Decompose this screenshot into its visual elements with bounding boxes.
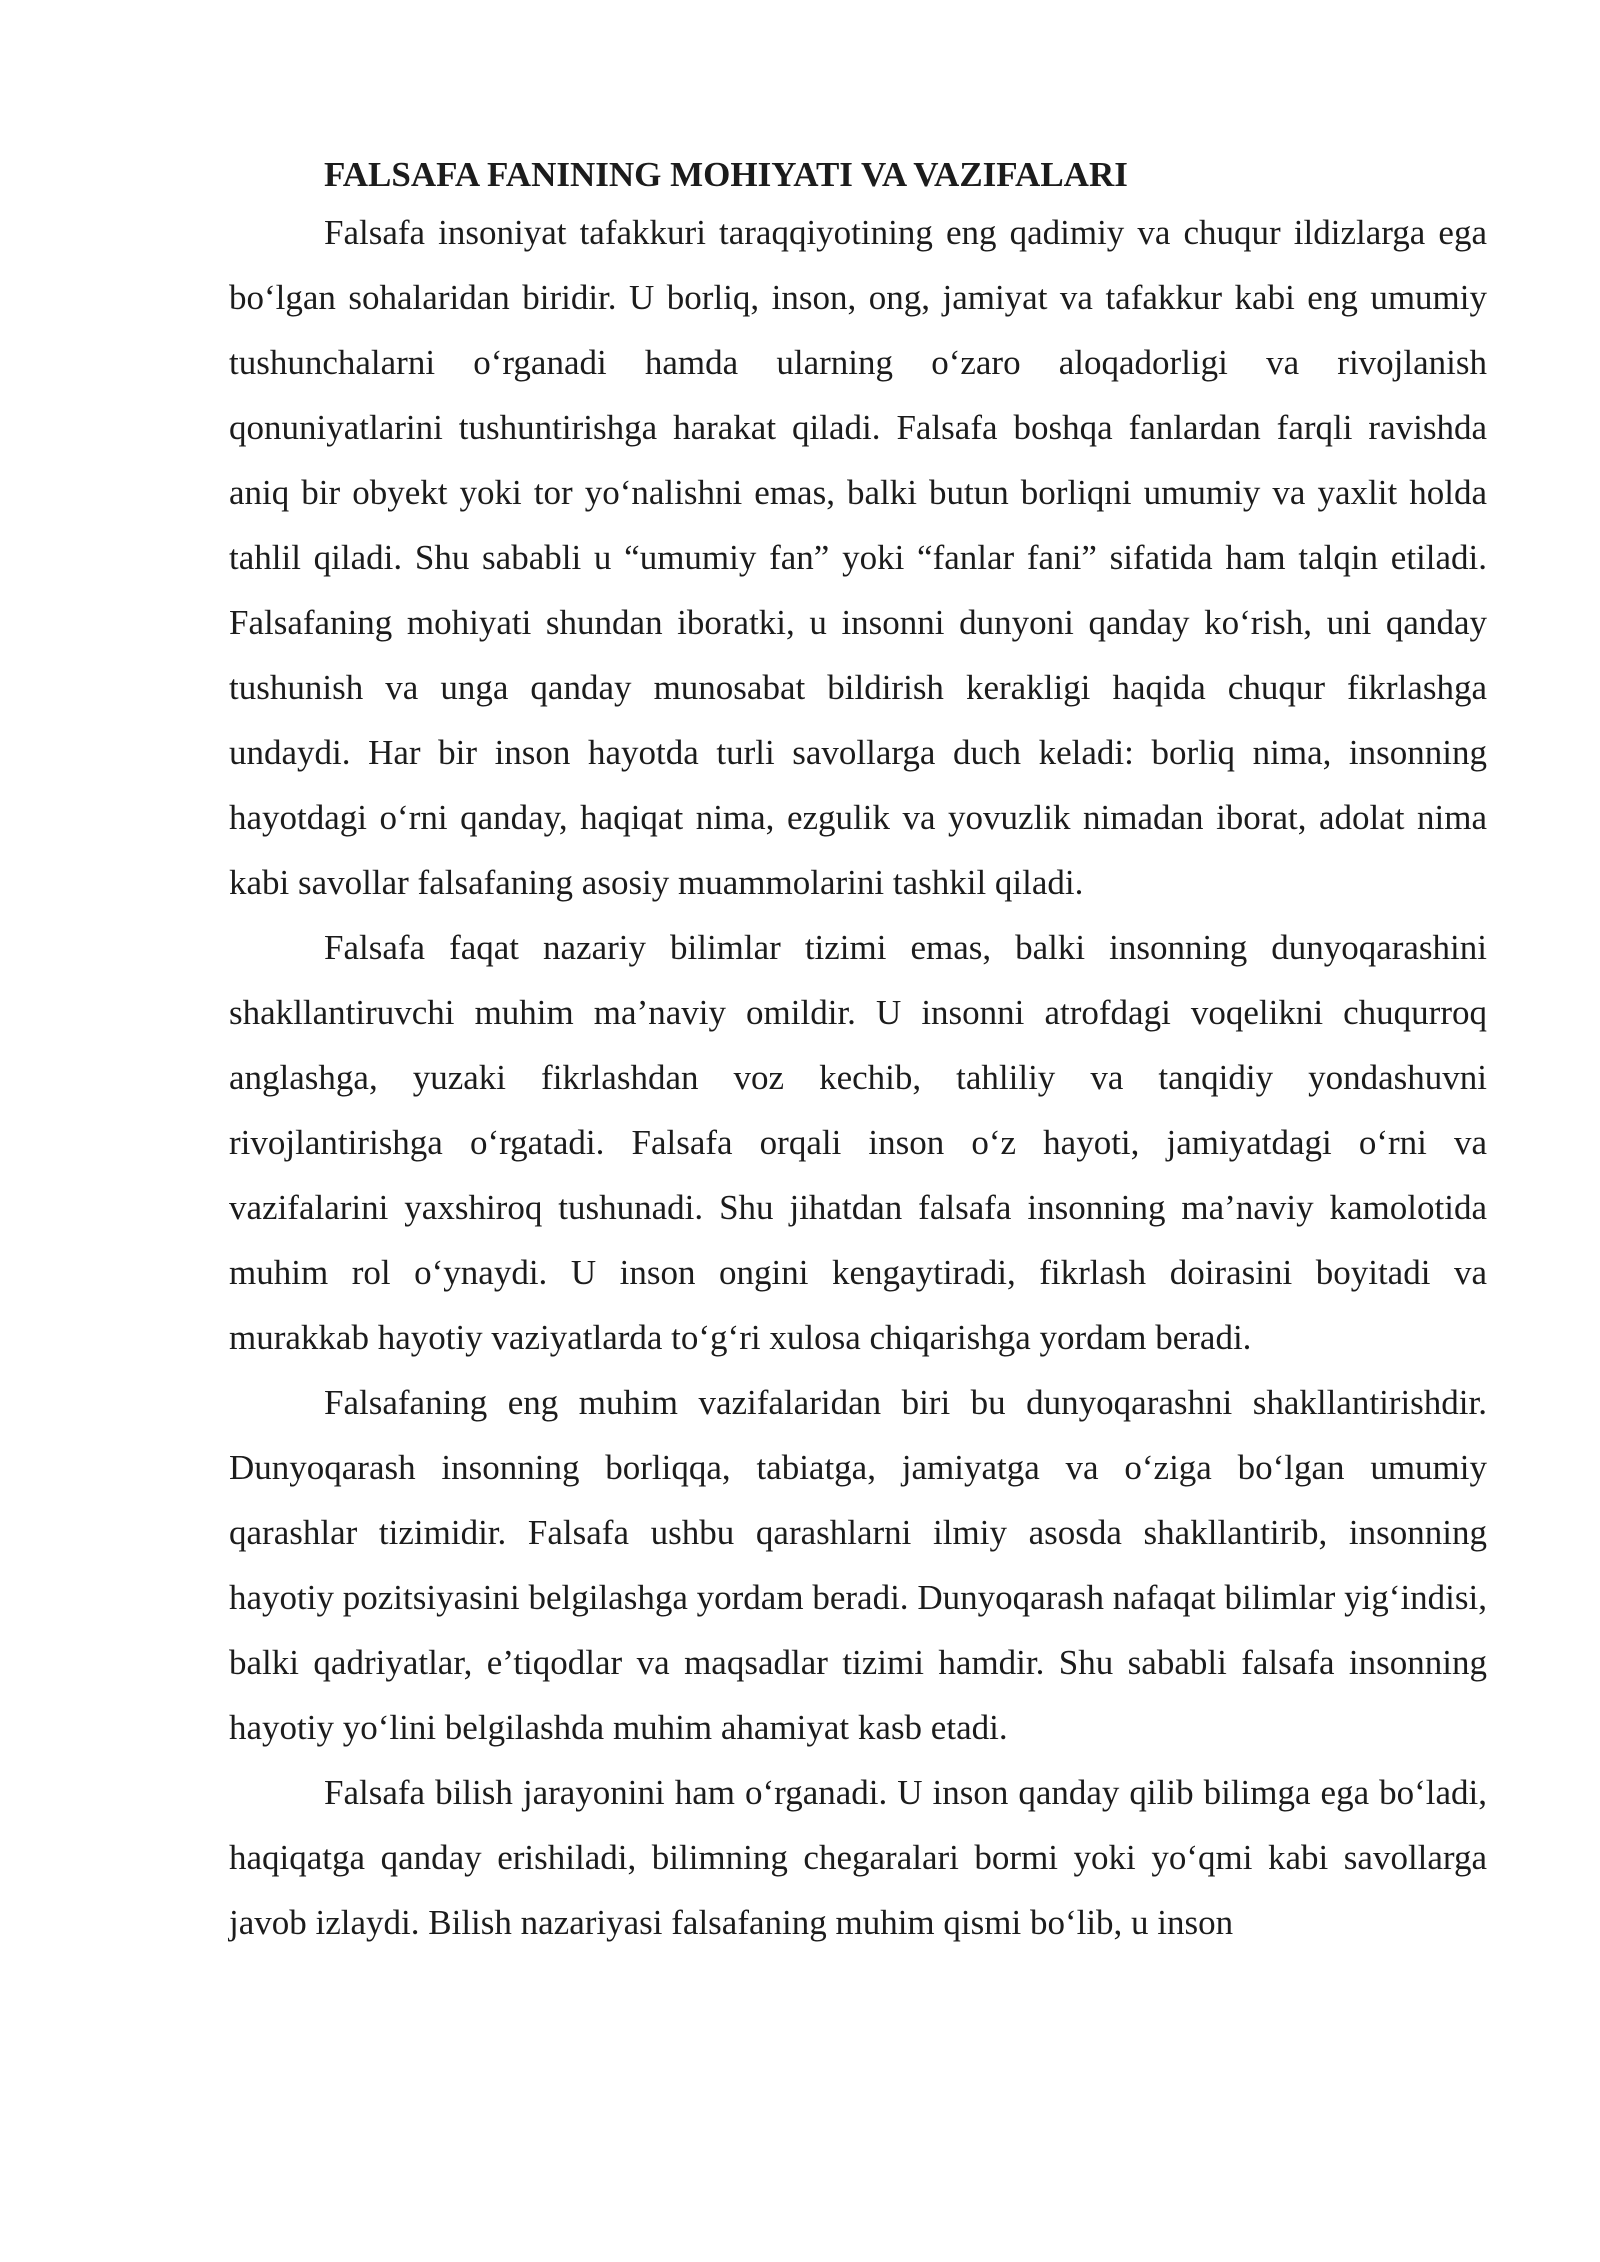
document-page (229, 150, 1487, 1955)
paragraph-1: Falsafa insoniyat tafakkuri taraqqiyotining eng qadimiy va chuqur ildizlarga ega bo‘lgan sohalaridan biridir. U borliq, inson, ong, jamiyat va tafakkur kabi eng umumiy tushunchalarni o‘rganadi hamda ularning o‘zaro aloqadorligi va rivojlanish qonuniyatlarini tushuntirishga harakat qiladi. Falsafa boshqa fanlardan farqli ravishda aniq bir obyekt yoki tor yo‘nalishni emas, balki butun borliqni umumiy va yaxlit holda tahlil qiladi. Shu sababli u “umumiy fan” yoki “fanlar fani” sifatida ham talqin etiladi. Falsafaning mohiyati shundan iboratki, u insonni dunyoni qanday ko‘rish, uni qanday tushunish va unga qanday munosabat bildirish kerakligi haqida chuqur fikrlashga undaydi. Har bir inson hayotda turli savollarga duch keladi: borliq nima, insonning hayotdagi o‘rni qanday, haqiqat nima, ezgulik va yovuzlik nimadan iborat, adolat nima kabi savollar falsafaning asosiy muammolarini tashkil qiladi. (229, 213, 1487, 902)
paragraph-3: Falsafaning eng muhim vazifalaridan biri bu dunyoqarashni shakllantirishdir. Dunyoqarash insonning borliqqa, tabiatga, jamiyatga va o‘ziga bo‘lgan umumiy qarashlar tizimidir. Falsafa ushbu qarashlarni ilmiy asosda shakllantirib, insonning hayotiy pozitsiyasini belgilashga yordam beradi. Dunyoqarash nafaqat bilimlar yig‘indisi, balki qadriyatlar, e’tiqodlar va maqsadlar tizimi hamdir. Shu sababli falsafa insonning hayotiy yo‘lini belgilashda muhim ahamiyat kasb etadi. (229, 1383, 1487, 1747)
paragraph-4: Falsafa bilish jarayonini ham o‘rganadi. U inson qanday qilib bilimga ega bo‘ladi, haqiqatga qanday erishiladi, bilimning chegaralari bormi yoki yo‘qmi kabi savollarga javob izlaydi. Bilish nazariyasi falsafaning muhim qismi bo‘lib, u inson (229, 1773, 1487, 1942)
paragraph-2: Falsafa faqat nazariy bilimlar tizimi emas, balki insonning dunyoqarashini shakllantiruvchi muhim ma’naviy omildir. U insonni atrofdagi voqelikni chuqurroq anglashga, yuzaki fikrlashdan voz kechib, tahliliy va tanqidiy yondashuvni rivojlantirishga o‘rgatadi. Falsafa orqali inson o‘z hayoti, jamiyatdagi o‘rni va vazifalarini yaxshiroq tushunadi. Shu jihatdan falsafa insonning ma’naviy kamolotida muhim rol o‘ynaydi. U inson ongini kengaytiradi, fikrlash doirasini boyitadi va murakkab hayotiy vaziyatlarda to‘g‘ri xulosa chiqarishga yordam beradi. (229, 928, 1487, 1357)
document-title: FALSAFA FANINING MOHIYATI VA VAZIFALARI (324, 155, 1128, 194)
